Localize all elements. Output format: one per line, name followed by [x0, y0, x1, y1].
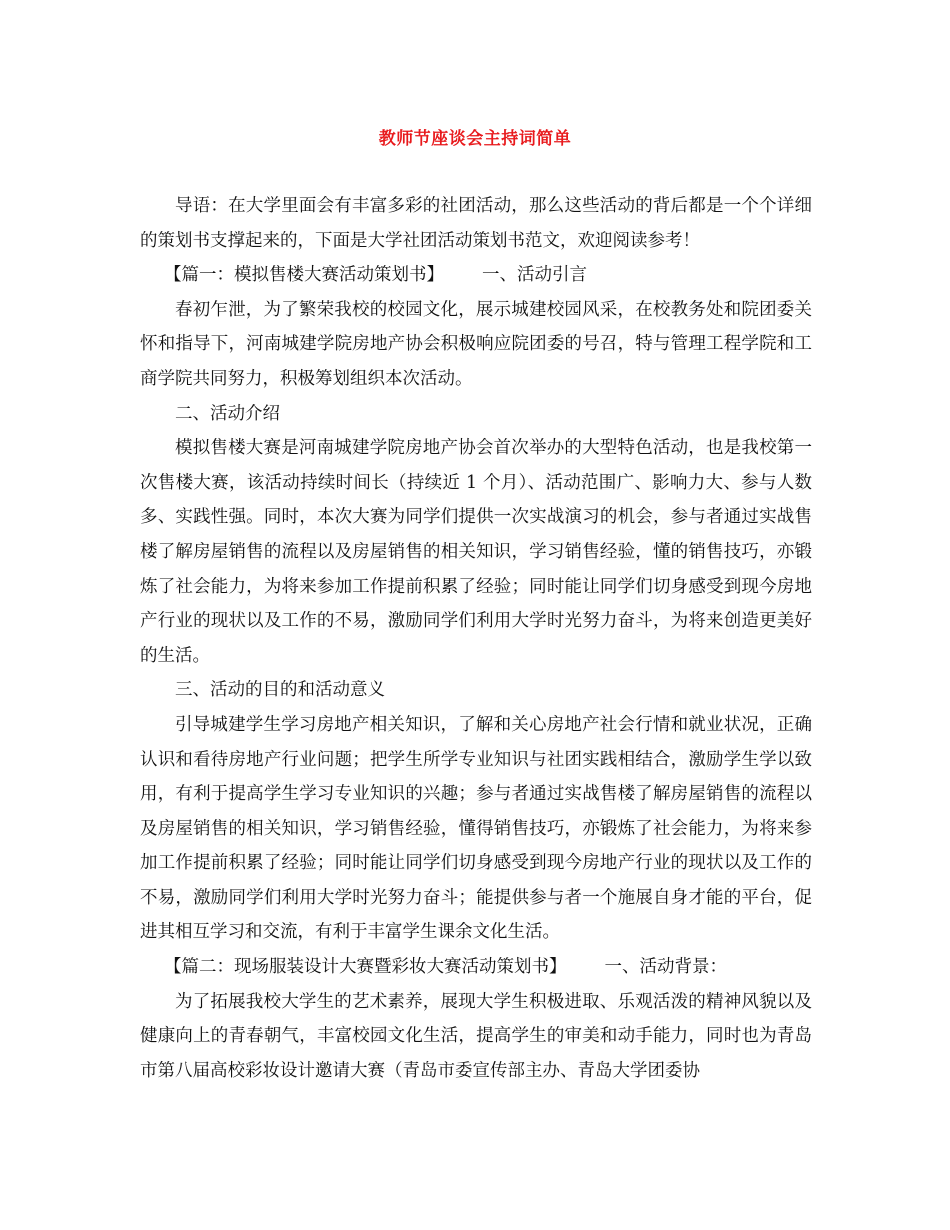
- section-heading-1: [140, 258, 812, 293]
- section-heading-2: [140, 950, 812, 985]
- section-heading-2-sub: 一、活动背景：: [604, 957, 727, 978]
- paragraph-activity-intro: 春初乍泄，为了繁荣我校的校园文化，展示城建校园风采，在校教务处和院团委关怀和指导下，河南城建学院房地产协会积极响应院团委的号召，特与管理工程学院和工商学院共同努力，积极筹划组织本次活动。: [140, 299, 812, 389]
- document-body: [140, 189, 812, 1088]
- paragraph-background: 为了拓展我校大学生的艺术素养，展现大学生积极进取、乐观活泼的精神风貌以及健康向上的青春朝气，丰富校园文化生活，提高学生的审美和动手能力，同时也为青岛市第八届高校彩妆设计邀请大赛（青岛市委宣传部主办、青岛大学团委协: [140, 991, 812, 1081]
- section-heading-1-sub: 一、活动引言: [482, 265, 587, 286]
- intro-paragraph: 导语：在大学里面会有丰富多彩的社团活动，那么这些活动的背后都是一个个详细的策划书支撑起来的，下面是大学社团活动策划书范文，欢迎阅读参考！: [140, 196, 812, 251]
- subheading-purpose: 三、活动的目的和活动意义: [175, 680, 385, 701]
- document-title: 教师节座谈会主持词简单: [378, 129, 572, 149]
- subheading-activity-description: 二、活动介绍: [175, 403, 280, 424]
- section-heading-2-title: 【篇二：现场服装设计大赛暨彩妆大赛活动策划书】: [164, 957, 567, 978]
- section-heading-1-title: 【篇一：模拟售楼大赛活动策划书】: [164, 265, 444, 286]
- paragraph-purpose: 引导城建学生学习房地产相关知识，了解和关心房地产社会行情和就业状况，正确认识和看待房地产行业问题；把学生所学专业知识与社团实践相结合，激励学生学以致用，有利于提高学生学习专业知识的兴趣；参与者通过实战售楼了解房屋销售的流程以及房屋销售的相关知识，学习销售经验，懂得销售技巧，亦锻炼了社会能力，为将来参加工作提前积累了经验；同时能让同学们切身感受到现今房地产行业的现状以及工作的不易，激励同学们利用大学时光努力奋斗；能提供参与者一个施展自身才能的平台，促进其相互学习和交流，有利于丰富学生课余文化生活。: [140, 714, 812, 943]
- paragraph-activity-description: 模拟售楼大赛是河南城建学院房地产协会首次举办的大型特色活动，也是我校第一次售楼大赛，该活动持续时间长（持续近 1 个月）、活动范围广、影响力大、参与人数多、实践性强。同时，本次大赛为同学们提供一次实战演习的机会，参与者通过实战售楼了解房屋销售的流程以及房屋销售的相关知识，学习销售经验，懂的销售技巧，亦锻炼了社会能力，为将来参加工作提前积累了经验；同时能让同学们切身感受到现今房地产行业的现状以及工作的不易，激励同学们利用大学时光努力奋斗，为将来创造更美好的生活。: [140, 438, 812, 666]
